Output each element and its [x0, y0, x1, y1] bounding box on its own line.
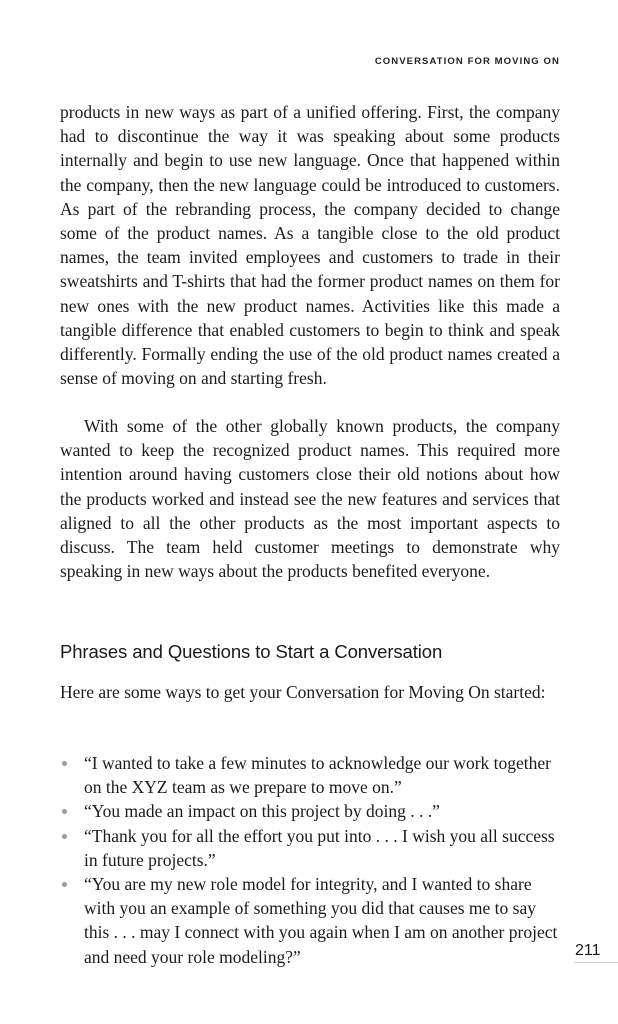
list-item: [60, 824, 560, 872]
running-head: CONVERSATION FOR MOVING ON: [374, 56, 560, 67]
bullet-icon: [62, 882, 67, 887]
section-intro: Here are some ways to get your Conversation for Moving On started:: [60, 682, 546, 702]
list-item-text: “I wanted to take a few minutes to acknowledge our work together on the XYZ team as we prepare to move on.”: [84, 753, 551, 798]
bullet-icon: [62, 809, 67, 814]
list-item-text: “Thank you for all the effort you put into . . . I wish you all success in future projects.”: [84, 825, 555, 870]
list-item: [60, 751, 560, 799]
page-number-rule: [574, 962, 618, 963]
bullet-icon: [62, 761, 67, 766]
section-heading: Phrases and Questions to Start a Conversation: [60, 641, 443, 662]
list-item: [60, 799, 560, 823]
body-paragraph: With some of the other globally known products, the company wanted to keep the recognized product names. This required more intention around having customers close their old notions about how the products worked and instead see the new features and services that aligned to all the other products as the most important aspects to discuss. The team held customer meetings to demonstrate why speaking in new ways about the products benefited everyone.: [60, 416, 560, 582]
list-item-text: “You are my new role model for integrity, and I wanted to share with you an example of something you did that causes me to say this . . . may I connect with you again when I am on another project and need your role modeling?”: [84, 874, 558, 967]
page-number: 211: [575, 942, 601, 959]
bullet-icon: [62, 834, 67, 839]
list-item: [60, 872, 560, 969]
body-paragraph: products in new ways as part of a unified offering. First, the company had to discontinue the way it was speaking about some products internally and begin to use new language. Once that happened within the company, then the new language could be introduced to customers. As part of the rebranding process, the company decided to change some of the product names. As a tangible close to the old product names, the team invited employees and customers to trade in their sweatshirts and T-shirts that had the former product names on them for new ones with the new product names. Activities like this made a tangible difference that enabled customers to begin to think and speak differently. Formally ending the use of the old product names created a sense of moving on and starting fresh.: [60, 102, 560, 389]
phrase-list: [60, 751, 560, 969]
list-item-text: “You made an impact on this project by doing . . .”: [84, 801, 440, 822]
